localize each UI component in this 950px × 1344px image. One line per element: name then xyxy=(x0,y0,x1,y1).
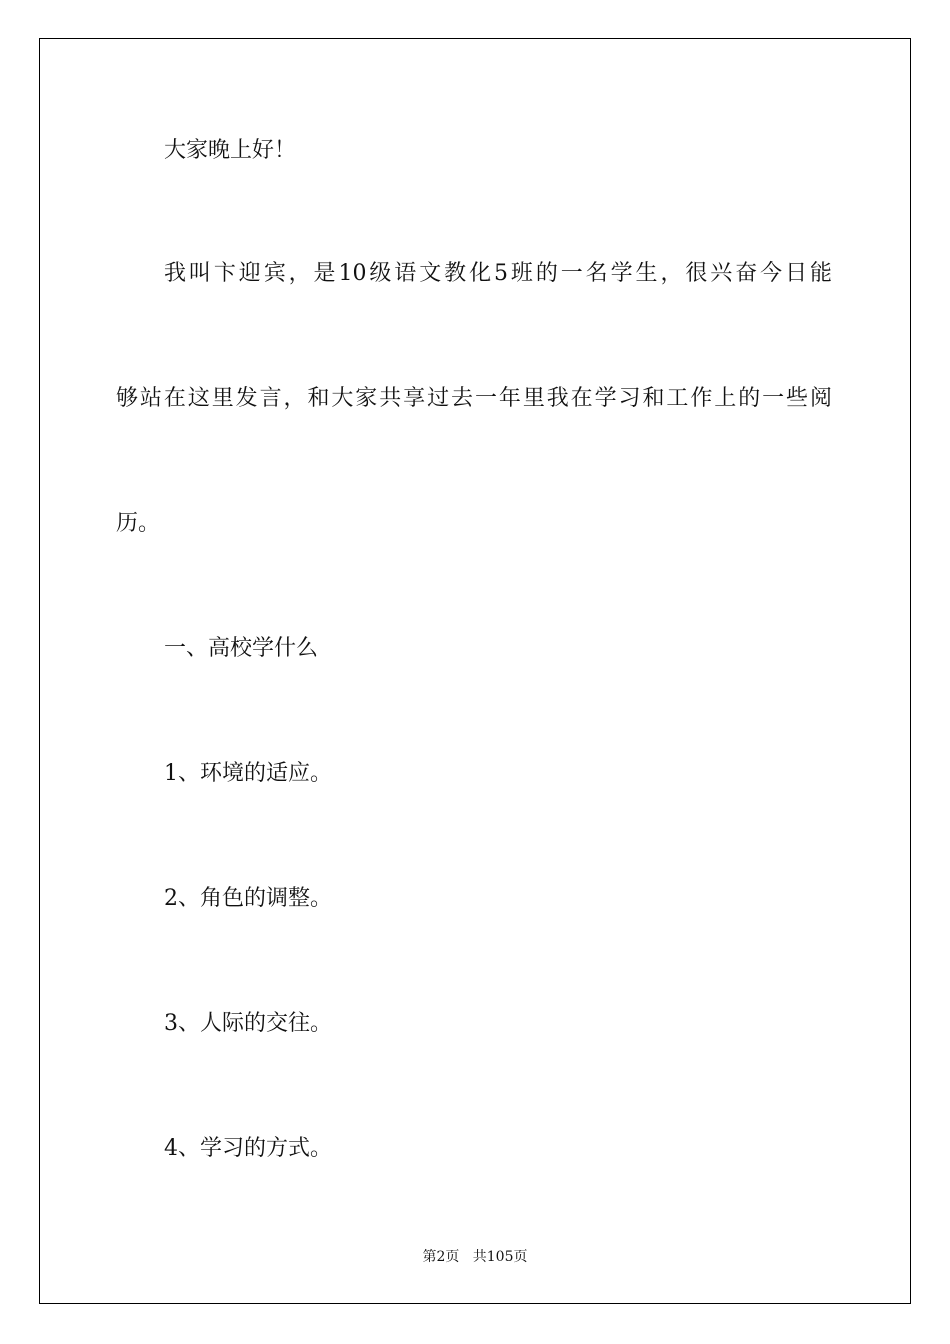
greeting-line: 大家晚上好！ xyxy=(164,138,297,163)
page-total: 共105页 xyxy=(472,1249,528,1265)
intro-line-3: 历。 xyxy=(116,511,161,536)
page-footer xyxy=(0,1246,950,1266)
list-item: 1、环境的适应。 xyxy=(164,761,332,786)
list-item: 3、人际的交往。 xyxy=(164,1011,332,1036)
list-item: 2、角色的调整。 xyxy=(164,886,332,911)
intro-line-2: 够站在这里发言，和大家共享过去一年里我在学习和工作上的一些阅 xyxy=(116,386,832,411)
page-number: 第2页 xyxy=(422,1249,460,1265)
section-heading: 一、高校学什么 xyxy=(164,636,319,661)
intro-line-1: 我叫卞迎宾，是10级语文教化5班的一名学生，很兴奋今日能 xyxy=(164,261,832,286)
page-border xyxy=(39,38,911,1304)
list-item: 4、学习的方式。 xyxy=(164,1136,332,1161)
